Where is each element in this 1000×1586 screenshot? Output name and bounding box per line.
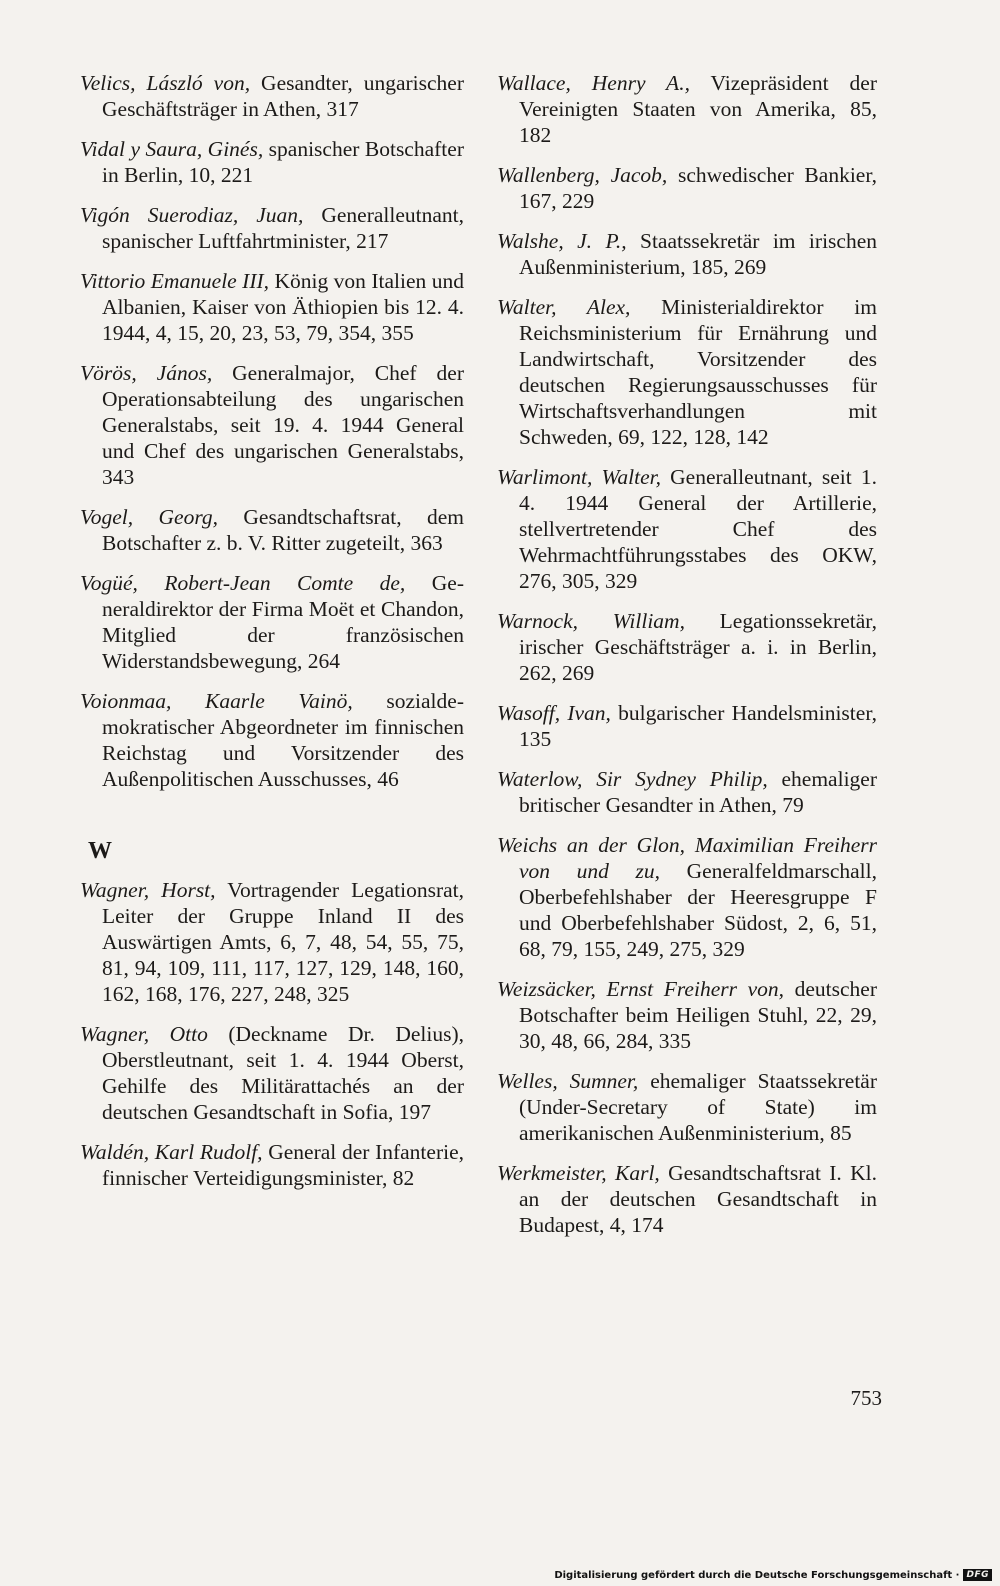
index-entry bbox=[497, 464, 877, 594]
index-entry bbox=[80, 877, 464, 1007]
index-entry bbox=[80, 360, 464, 490]
index-entry bbox=[80, 70, 464, 122]
index-entry bbox=[497, 976, 877, 1054]
footer-text: Digitalisierung gefördert durch die Deutsche Forschungsgemeinschaft · bbox=[554, 1569, 960, 1581]
entries-w-section bbox=[80, 877, 464, 1191]
entry-text: König von Italien und Albanien, Kaiser von Äthiopien bis 12. 4. 1944, 4, 15, 20, 23, 53, 79, 354, 355 bbox=[102, 269, 464, 345]
digitization-footer bbox=[554, 1567, 992, 1583]
entry-text: ehemaliger Staatssekretär (Under-Secretary of State) im amerikanischen Außenministerium, 85 bbox=[519, 1069, 877, 1145]
entry-text: Generalfeldmarschall, Oberbefehlshaber der Heeresgruppe F und Oberbefehlshaber Südost, 2, 6, 51, 68, 79, 155, 249, 275, 329 bbox=[519, 859, 877, 961]
index-entry bbox=[80, 1021, 464, 1125]
entry-name: Walshe, J. P., bbox=[497, 229, 627, 253]
index-entry bbox=[497, 1068, 877, 1146]
index-entry bbox=[80, 202, 464, 254]
index-entry bbox=[80, 1139, 464, 1191]
dfg-logo: DFG bbox=[963, 1569, 992, 1581]
entry-name: Walter, Alex, bbox=[497, 295, 631, 319]
index-entry bbox=[497, 162, 877, 214]
entry-name: Vörös, János, bbox=[80, 361, 213, 385]
entry-text: Vizepräsident der Vereinigten Staaten von Amerika, 85, 182 bbox=[519, 71, 877, 147]
index-entry bbox=[497, 70, 877, 148]
index-entry bbox=[497, 228, 877, 280]
entry-text: ehemaliger britischer Gesandter in Athen, 79 bbox=[519, 767, 877, 817]
entry-text: Gesandter, ungarischer Geschäftsträger in Athen, 317 bbox=[102, 71, 464, 121]
entry-name: Weizsäcker, Ernst Freiherr von, bbox=[497, 977, 784, 1001]
left-column bbox=[80, 70, 464, 1205]
entry-name: Vogel, Georg, bbox=[80, 505, 219, 529]
entry-name: Weichs an der Glon, Maximilian Freiherr von und zu, bbox=[497, 833, 877, 883]
entry-name: Warnock, William, bbox=[497, 609, 685, 633]
entry-name: Vittorio Emanuele III, bbox=[80, 269, 270, 293]
entry-name: Vidal y Saura, Ginés, bbox=[80, 137, 264, 161]
entry-name: Voionmaa, Kaarle Vainö, bbox=[80, 689, 353, 713]
entry-text: General der Infanterie, finnischer Verteidigungsminister, 82 bbox=[102, 1140, 464, 1190]
entry-text: sozialdemokratischer Abgeordneter im finnischen Reichstag und Vorsitzender des Außenpolitischen Ausschusses, 46 bbox=[102, 689, 464, 791]
index-entry bbox=[497, 766, 877, 818]
entry-name: Wagner, Otto bbox=[80, 1022, 208, 1046]
index-entry bbox=[497, 1160, 877, 1238]
entry-name: Wallace, Henry A., bbox=[497, 71, 690, 95]
entry-text: deutscher Botschafter beim Heiligen Stuhl, 22, 29, 30, 48, 66, 284, 335 bbox=[519, 977, 877, 1053]
entry-name: Wallenberg, Jacob, bbox=[497, 163, 668, 187]
entry-name: Waterlow, Sir Sydney Philip, bbox=[497, 767, 768, 791]
entry-name: Welles, Sumner, bbox=[497, 1069, 639, 1093]
entry-text: Generalleutnant, spanischer Luftfahrtminister, 217 bbox=[102, 203, 464, 253]
entry-text: schwedischer Bankier, 167, 229 bbox=[519, 163, 878, 213]
entries-v-section bbox=[80, 70, 464, 792]
entry-name: Velics, László von, bbox=[80, 71, 251, 95]
page-number: 753 bbox=[850, 1386, 882, 1410]
entry-text: Gesandtschaftsrat I. Kl. an der deutschen Gesandtschaft in Budapest, 4, 174 bbox=[519, 1161, 877, 1237]
entry-name: Waldén, Karl Rudolf, bbox=[80, 1140, 263, 1164]
entry-text: Generaldirektor der Firma Moët et Chandon, Mitglied der französischen Widerstandsbewegung, 264 bbox=[102, 571, 464, 673]
entry-text: Vortragender Legationsrat, Leiter der Gruppe Inland II des Auswärtigen Amts, 6, 7, 48, 54, 55, 75, 81, 94, 109, 111, 117, 127, 129, 148, 160, 162, 168, 176, 227, 248, 325 bbox=[102, 878, 465, 1006]
entry-text: Ministerialdirektor im Reichsministerium für Ernährung und Landwirtschaft, Vorsitzender des deutschen Regierungsausschusses für Wirtschaftsverhandlungen mit Schweden, 69, 122, 128, 142 bbox=[519, 295, 877, 449]
entry-text: Legationssekretär, irischer Geschäftsträger a. i. in Berlin, 262, 269 bbox=[519, 609, 877, 685]
index-entry bbox=[497, 294, 877, 450]
index-entry bbox=[497, 832, 877, 962]
entry-text: Generalmajor, Chef der Operationsabteilung des ungarischen Generalstabs, seit 19. 4. 1944 General und Chef des ungarischen Generalstabs, 343 bbox=[102, 361, 464, 489]
entry-text: Gesandtschaftsrat, dem Botschafter z. b. V. Ritter zugeteilt, 363 bbox=[102, 505, 464, 555]
entry-name: Warlimont, Walter, bbox=[497, 465, 662, 489]
entry-text: bulgarischer Handelsminister, 135 bbox=[519, 701, 877, 751]
entry-name: Vigón Suerodiaz, Juan, bbox=[80, 203, 304, 227]
entry-name: Werkmeister, Karl, bbox=[497, 1161, 660, 1185]
entry-text: spanischer Botschafter in Berlin, 10, 221 bbox=[102, 137, 464, 187]
index-entry bbox=[80, 504, 464, 556]
entry-text: Generalleutnant, seit 1. 4. 1944 General der Artillerie, stellvertretender Chef des Wehrmachtführungsstabes des OKW, 276, 305, 329 bbox=[519, 465, 877, 593]
index-entry bbox=[80, 136, 464, 188]
index-entry bbox=[80, 688, 464, 792]
entry-text: Staatssekretär im irischen Außenministerium, 185, 269 bbox=[519, 229, 877, 279]
entry-text: (Deckname Dr. Delius), Oberstleutnant, seit 1. 4. 1944 Oberst, Gehilfe des Militärattachés an der deutschen Gesandtschaft in Sofia, 197 bbox=[102, 1022, 464, 1124]
index-entry bbox=[497, 700, 877, 752]
entry-name: Vogüé, Robert-Jean Comte de, bbox=[80, 571, 406, 595]
index-entry bbox=[497, 608, 877, 686]
entry-name: Wasoff, Ivan, bbox=[497, 701, 611, 725]
index-entry bbox=[80, 268, 464, 346]
index-entry bbox=[80, 570, 464, 674]
section-letter-heading: W bbox=[88, 838, 112, 864]
right-column bbox=[497, 70, 877, 1252]
entry-name: Wagner, Horst, bbox=[80, 878, 216, 902]
